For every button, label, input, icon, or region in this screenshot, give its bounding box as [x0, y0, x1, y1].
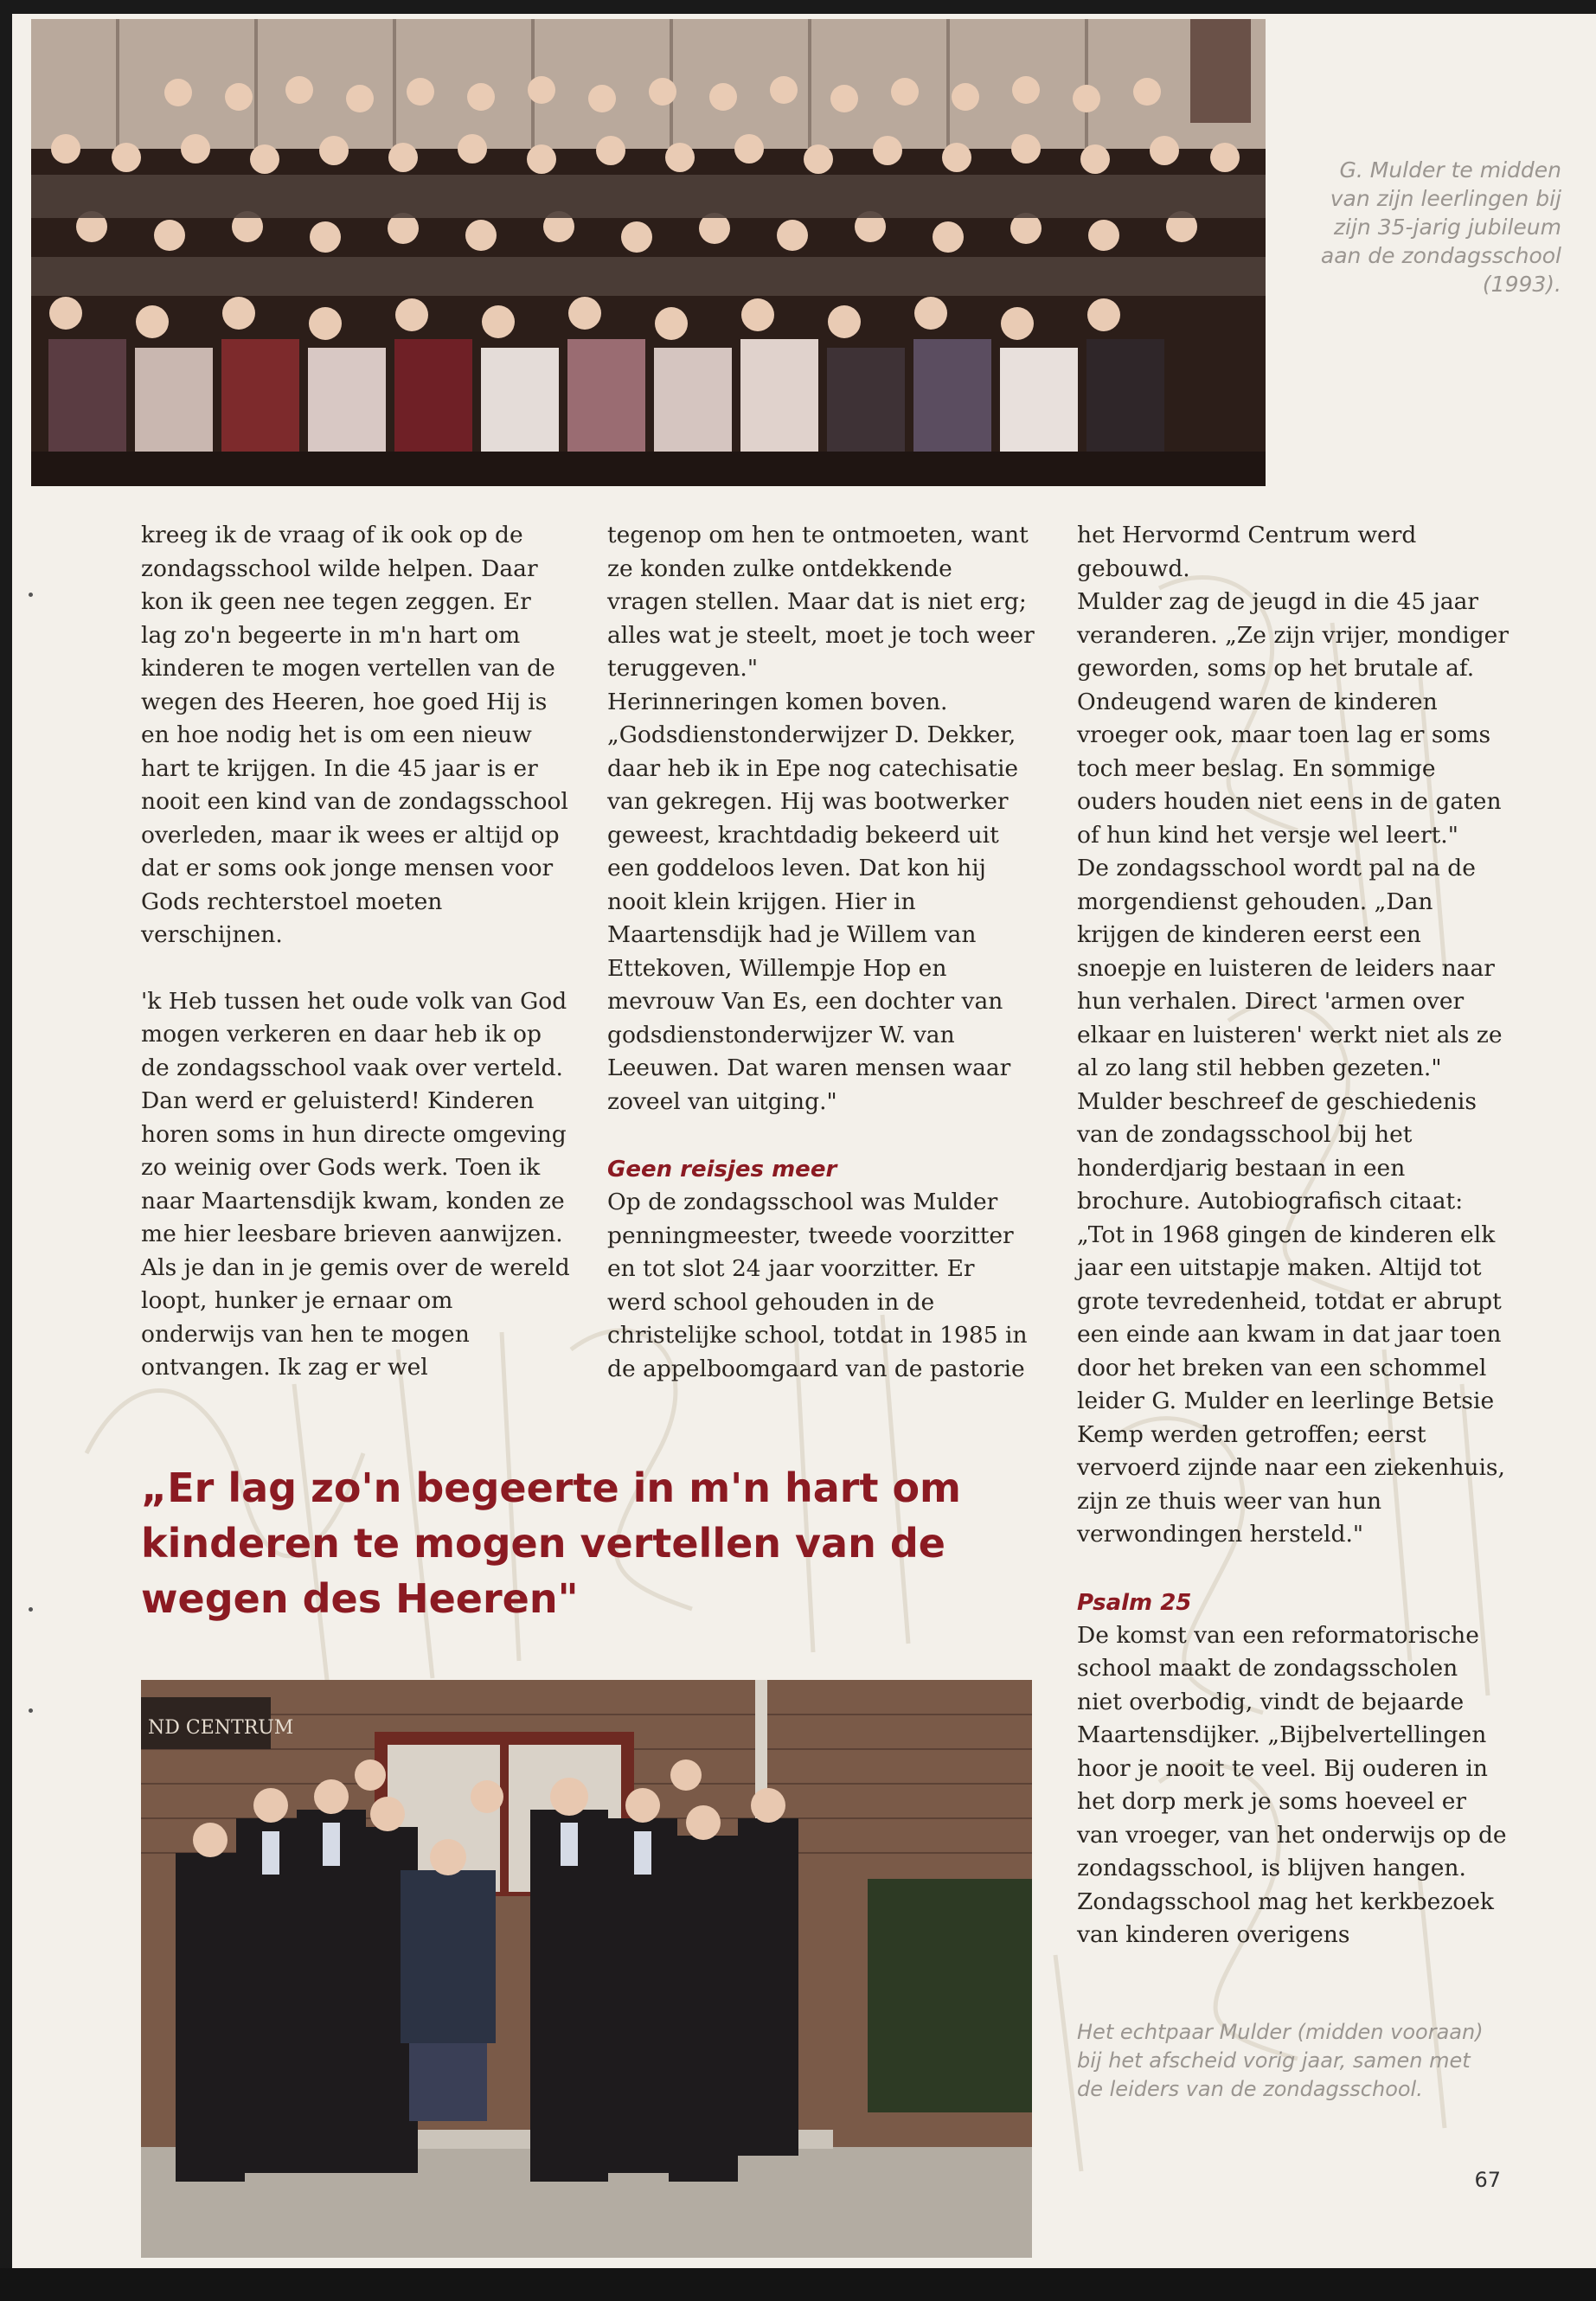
column3-paragraph: Mulder beschreef de geschiedenis van de zondagsschool bij het honderdjarig bestaan in een brochure. Autobiografisch citaat: „Tot in 1968 gingen de kinderen elk jaar een uitstapje maken. Altijd tot grote tevredenheid, totdat er abrupt een einde aan kwam in dat jaar toen door het breken van een schommel leider G. Mulder en leerlinge Betsie Kemp werden getroffen; eerst vervoerd zijnde naar een ziekenhuis, zijn ze thuis weer van hun verwondingen hersteld." — [1077, 1087, 1505, 1548]
scan-edge-left — [0, 0, 12, 2301]
column2-paragraph: Herinneringen komen boven. „Godsdienstonderwijzer D. Dekker, daar heb ik in Epe nog catechisatie van gekregen. Hij was bootwerker geweest, krachtdadig bekeerd uit een goddeloos leven. Dat kon hij nooit klein krijgen. Hier in Maartensdijk had je Willem van Ettekoven, Willempje Hop en mevrouw Van Es, een dochter van godsdienstonderwijzer W. van Leeuwen. Dat waren mensen waar zoveel van uitging." — [607, 688, 1019, 1115]
column2-paragraph: Op de zondagsschool was Mulder penningmeester, tweede voorzitter en tot slot 24 jaar voorzitter. Er werd school gehouden in de christelijke school, totdat in 1985 in de appelboomgaard van de pastorie — [607, 1189, 1028, 1382]
section-heading-psalm-25: Psalm 25 — [1077, 1589, 1192, 1616]
class-group-photo — [31, 19, 1266, 486]
column3-paragraph: Mulder zag de jeugd in die 45 jaar veranderen. „Ze zijn vrijer, mondiger geworden, soms op het brutale af. Ondeugend waren de kinderen vroeger ook, maar toen lag er soms toch meer beslag. En sommige ouders houden niet eens in de gaten of hun kind het versje wel leert." — [1077, 588, 1509, 849]
section-heading-geen-reisjes: Geen reisjes meer — [607, 1157, 837, 1183]
margin-mark — [29, 593, 33, 597]
scan-edge-bottom — [0, 2268, 1596, 2301]
column1-paragraph: 'k Heb tussen het oude volk van God mogen verkeren en daar heb ik op de zondagsschool vaak over verteld. Dan werd er geluisterd! Kinderen horen soms in hun directe omgeving zo weinig over Gods werk. Toen ik naar Maartensdijk kwam, konden ze me hier leesbare brieven aanwijzen. Als je dan in je gemis over de wereld loopt, hunker je ernaar om onderwijs van hen te mogen ontvangen. Ik zag er wel — [141, 987, 570, 1381]
column2-paragraph: tegenop om hen te ontmoeten, want ze konden zulke ontdekkende vragen stellen. Maar dat is niet erg; alles wat je steelt, moet je toch weer teruggeven." — [607, 522, 1035, 682]
building-sign: ND CENTRUM — [148, 1717, 294, 1739]
text-column-3 — [1077, 519, 1509, 1952]
pull-quote: „Er lag zo'n begeerte in m'n hart om kinderen te mogen vertellen van de wegen des Heeren" — [141, 1465, 961, 1622]
column3-paragraph: het Hervormd Centrum werd gebouwd. — [1077, 522, 1417, 582]
column3-paragraph: De komst van een reformatorische school maakt de zondagsscholen niet overbodig, vindt de bejaarde Maartensdijker. „Bijbelvertellingen hoor je nooit te veel. Bij ouderen in het dorp merk je soms hoeveel er van vroeger, van het onderwijs op de zondagsschool, is blijven hangen. Zondagsschool mag het kerkbezoek van kinderen overigens — [1077, 1621, 1507, 1948]
column1-paragraph: kreeg ik de vraag of ik ook op de zondagsschool wilde helpen. Daar kon ik geen nee tegen zeggen. Er lag zo'n begeerte in m'n hart om kinderen te mogen vertellen van de wegen des Heeren, hoe goed Hij is en hoe nodig het is om een nieuw hart te krijgen. In die 45 jaar is er nooit een kind van de zondagsschool overleden, maar ik wees er altijd op dat er soms ook jonge mensen voor Gods rechterstoel moeten verschijnen. — [141, 522, 568, 948]
top-photo-caption: G. Mulder te midden van zijn leerlingen bij zijn 35-jarig jubileum aan de zondagsschool (1993). — [1320, 157, 1561, 297]
margin-mark — [29, 1607, 33, 1612]
bottom-photo-caption: Het echtpaar Mulder (midden vooraan) bij het afscheid vorig jaar, samen met de leiders van de zondagsschool. — [1077, 2020, 1484, 2101]
scan-edge-top — [0, 0, 1596, 14]
page-number: 67 — [1474, 2168, 1501, 2192]
column3-paragraph: De zondagsschool wordt pal na de morgendienst gehouden. „Dan krijgen de kinderen eerst een snoepje en luisteren de leiders naar hun verhalen. Direct 'armen over elkaar en luisteren' werkt niet als ze al zo lang stil hebben gezeten." — [1077, 855, 1503, 1081]
leaders-group-photo — [141, 1680, 1032, 2258]
margin-mark — [29, 1708, 33, 1713]
text-column-1 — [141, 519, 574, 1385]
text-column-2 — [607, 519, 1040, 1386]
